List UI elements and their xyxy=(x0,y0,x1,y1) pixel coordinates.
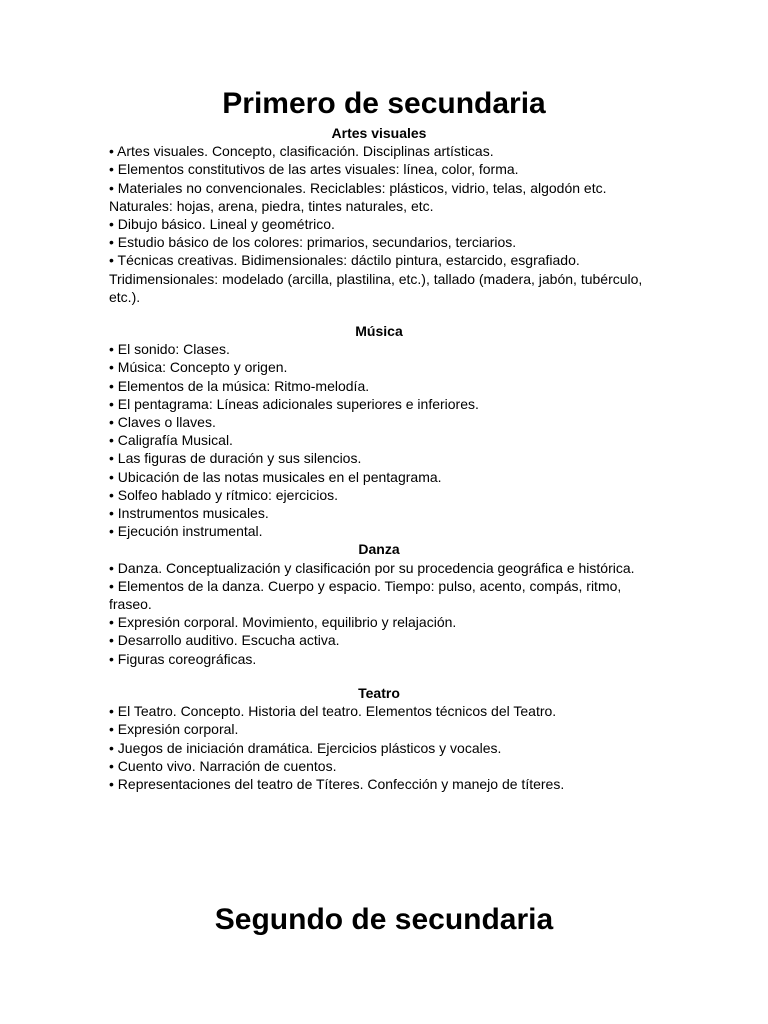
list-item: • Música: Concepto y origen. xyxy=(109,359,288,376)
page-title: Primero de secundaria xyxy=(222,87,546,120)
list-item: • Las figuras de duración y sus silencios. xyxy=(109,450,362,467)
list-item: • Juegos de iniciación dramática. Ejercicios plásticos y vocales. xyxy=(109,739,502,756)
list-item: • Ubicación de las notas musicales en el pentagrama. xyxy=(109,468,442,485)
list-item: • Artes visuales. Concepto, clasificación. Disciplinas artísticas. xyxy=(109,143,494,160)
section-heading-musica: Música xyxy=(355,323,403,340)
next-section-title: Segundo de secundaria xyxy=(214,903,554,936)
list-item: • Materiales no convencionales. Reciclables: plásticos, vidrio, telas, algodón etc. Naturales: hojas, arena, piedra, tintes naturales, etc. xyxy=(109,179,607,214)
list-item: • Elementos de la danza. Cuerpo y espacio. Tiempo: pulso, acento, compás, ritmo, fraseo. xyxy=(109,577,622,613)
list-item: • Instrumentos musicales. xyxy=(109,505,269,522)
list-item: • Solfeo hablado y rítmico: ejercicios. xyxy=(109,486,339,503)
list-item: • Caligrafía Musical. xyxy=(109,432,233,449)
list-item: • Cuento vivo. Narración de cuentos. xyxy=(109,757,337,774)
list-item: • Danza. Conceptualización y clasificación por su procedencia geográfica e histórica. xyxy=(109,559,635,576)
list-item: • Elementos de la música: Ritmo-melodía. xyxy=(109,377,370,394)
section-heading-artes-visuales: Artes visuales xyxy=(331,125,427,141)
list-item: • Figuras coreográficas. xyxy=(109,650,257,667)
list-item: • Expresión corporal. xyxy=(109,721,239,738)
list-item: • Expresión corporal. Movimiento, equilibrio y relajación. xyxy=(109,614,457,631)
section-heading-danza: Danza xyxy=(358,541,400,558)
list-item: • Técnicas creativas. Bidimensionales: dáctilo pintura, estarcido, esgrafiado. Tridimensionales: modelado (arcilla, plastilina, etc.), tallado (madera, jabón, tubérculo, etc.). xyxy=(109,252,643,305)
list-item: • Estudio básico de los colores: primarios, secundarios, terciarios. xyxy=(109,234,517,251)
syllabus-content xyxy=(109,124,649,793)
list-item: • Dibujo básico. Lineal y geométrico. xyxy=(109,216,335,233)
list-item: • El Teatro. Concepto. Historia del teatro. Elementos técnicos del Teatro. xyxy=(109,703,557,720)
list-item: • Elementos constitutivos de las artes visuales: línea, color, forma. xyxy=(109,161,519,178)
section-musica xyxy=(109,322,649,540)
section-spacer xyxy=(109,306,649,322)
section-teatro xyxy=(109,684,649,793)
section-artes-visuales xyxy=(109,124,649,306)
list-item: • El pentagrama: Líneas adicionales superiores e inferiores. xyxy=(109,395,479,412)
list-item: • Ejecución instrumental. xyxy=(109,523,263,540)
section-danza xyxy=(109,540,649,667)
list-item: • Desarrollo auditivo. Escucha activa. xyxy=(109,632,340,649)
list-item: • Representaciones del teatro de Títeres. Confección y manejo de títeres. xyxy=(109,775,565,792)
list-item: • El sonido: Clases. xyxy=(109,341,230,358)
section-spacer xyxy=(109,668,649,684)
list-item: • Claves o llaves. xyxy=(109,414,216,431)
section-heading-teatro: Teatro xyxy=(358,684,400,701)
